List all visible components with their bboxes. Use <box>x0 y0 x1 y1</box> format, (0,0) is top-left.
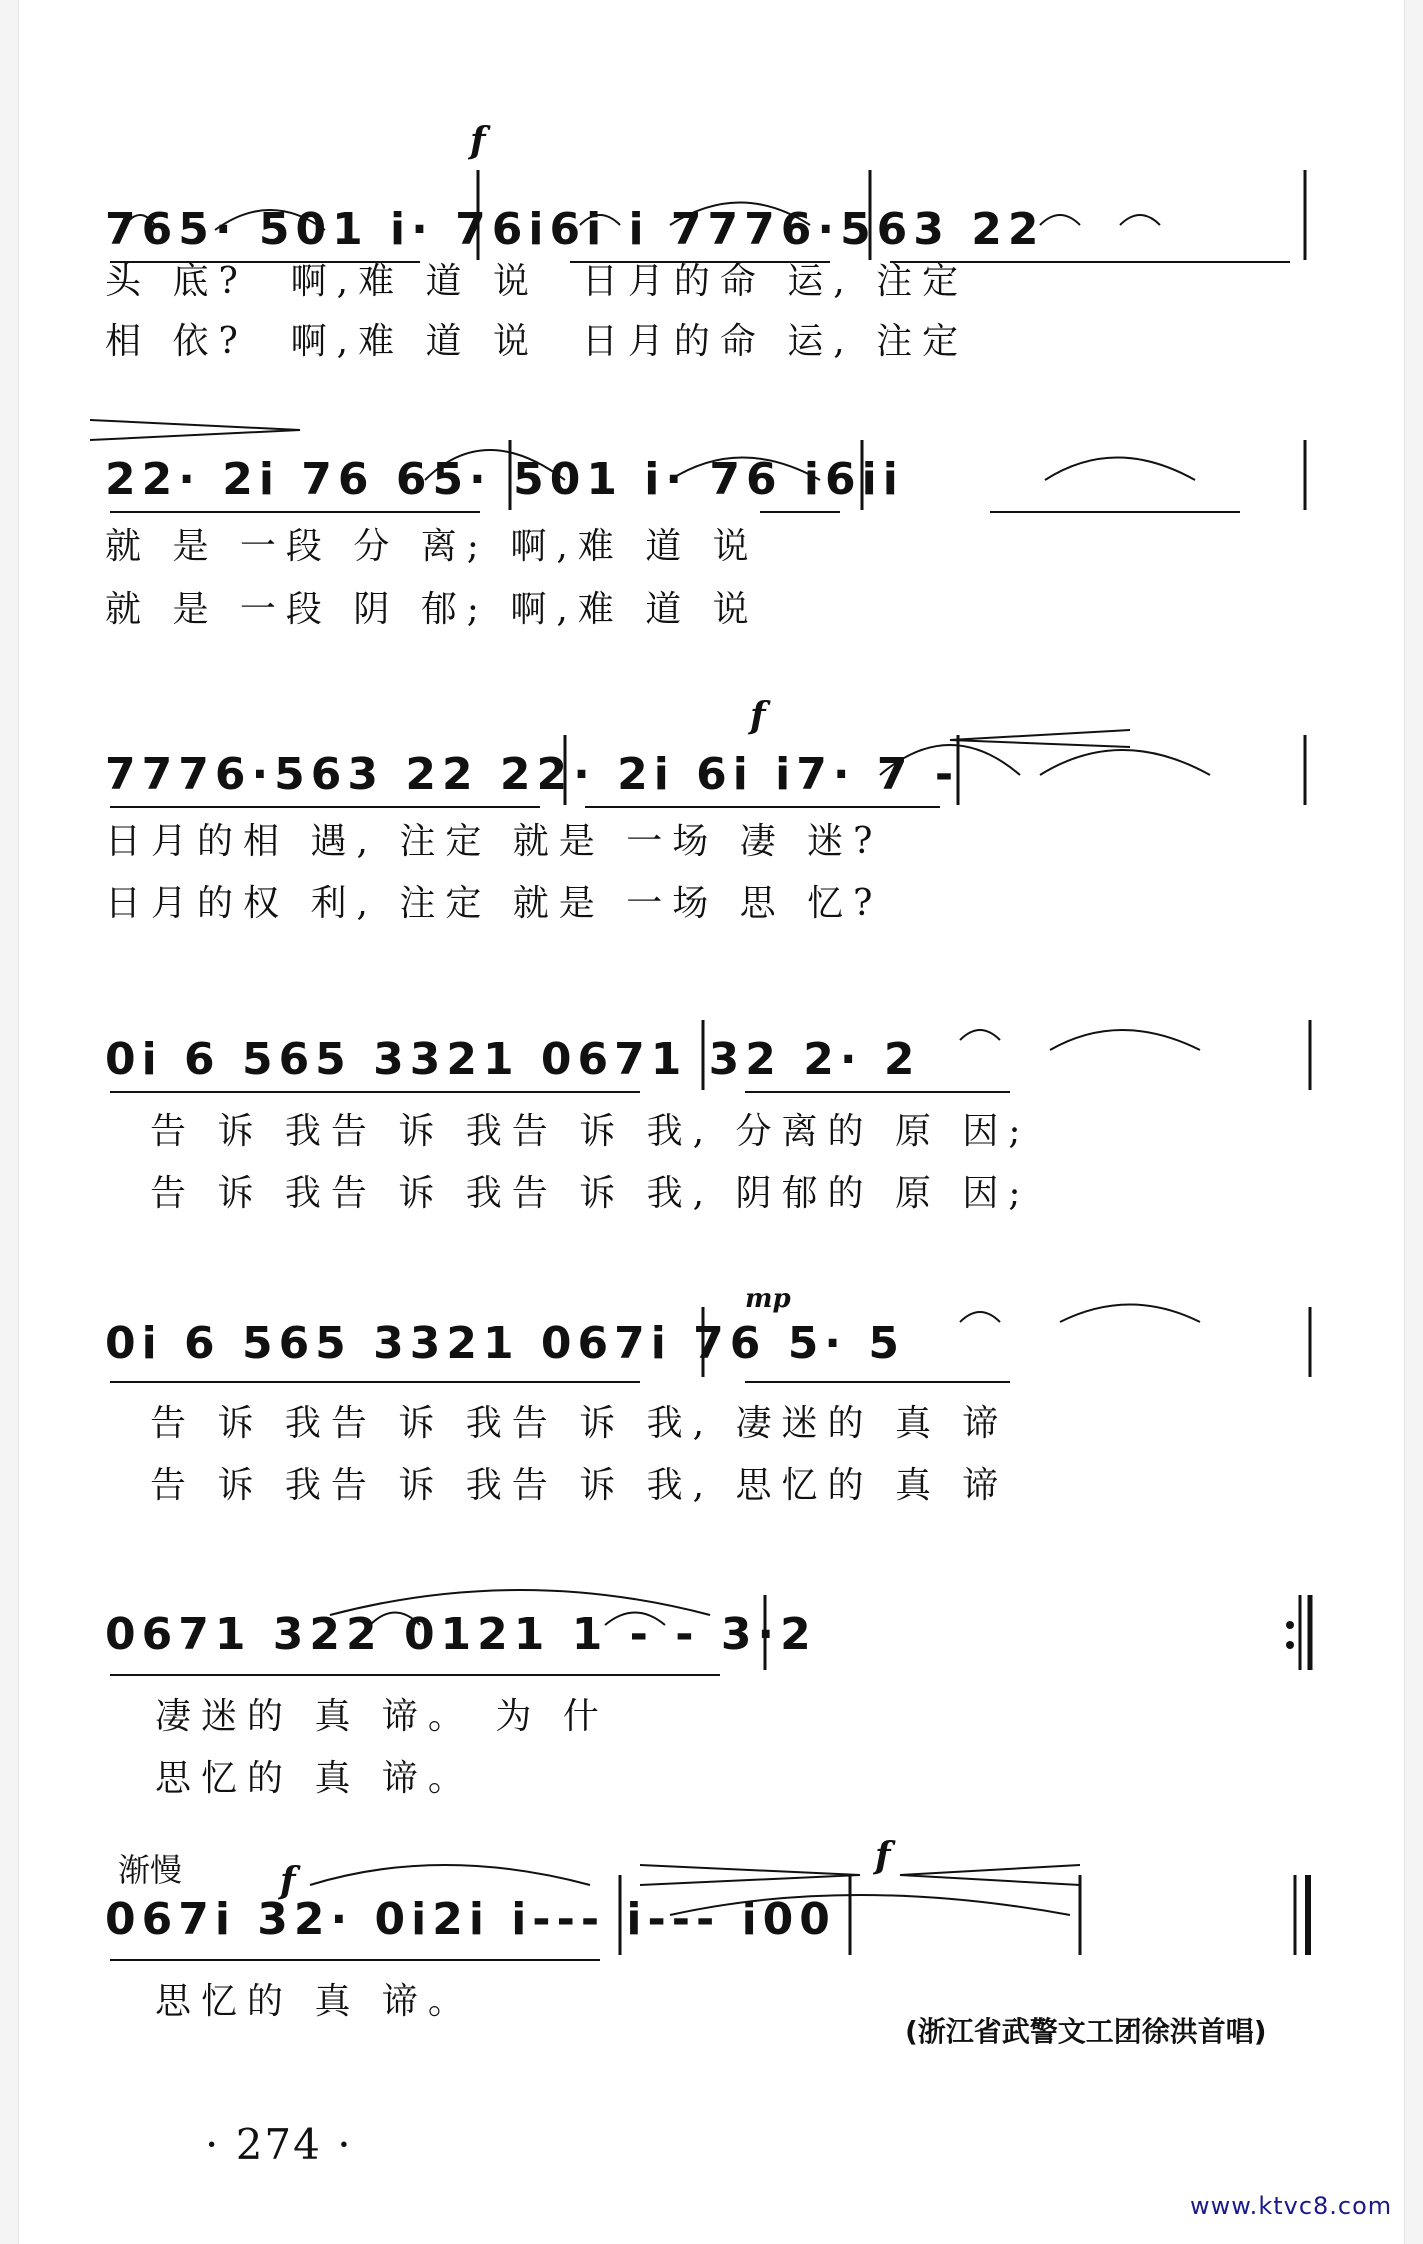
page-number: · 274 · <box>205 2120 353 2169</box>
lyric-verse-1: 告 诉 我告 诉 我告 诉 我, 凄迷的 真 谛 <box>150 1403 1009 1444</box>
dynamic-forte-mark: f <box>750 695 766 737</box>
dynamic-forte-mark: f <box>470 120 486 162</box>
dynamic-forte-mark: f <box>875 1835 891 1877</box>
lyric-verse-2: 思忆的 真 谛。 <box>155 1758 474 1799</box>
lyric-verse-1: 就 是 一段 分 离; 啊,难 道 说 <box>105 526 759 567</box>
jianpu-notes: 7776·563 22 22· 2i 6i i7· 7 - <box>105 749 960 800</box>
tempo-marking: 渐慢 <box>118 1851 183 1889</box>
jianpu-notes: 765· 501 i· 76i6i i 7776·563 22 <box>105 204 1045 255</box>
jianpu-notes: 22· 2i 76 65· 501 i· 76 i6ii <box>105 454 904 505</box>
lyric-verse-1: 头 底? 啊,难 道 说 日月的命 运, 注定 <box>105 261 969 302</box>
jianpu-notes: 0i 6 565 3321 067i 76 5· 5 <box>105 1318 905 1369</box>
jianpu-notes: 067i 32· 0i2i i--- i--- i00 <box>105 1894 836 1945</box>
lyric-verse-2: 日月的权 利, 注定 就是 一场 思 忆? <box>105 883 883 924</box>
lyric-verse-1: 告 诉 我告 诉 我告 诉 我, 分离的 原 因; <box>150 1111 1031 1152</box>
lyric-verse-2: 相 依? 啊,难 道 说 日月的命 运, 注定 <box>105 321 969 362</box>
lyric-verse-1: 日月的相 遇, 注定 就是 一场 凄 迷? <box>105 821 883 862</box>
lyric-verse-1: 凄迷的 真 谛。 为 什 <box>155 1696 609 1737</box>
performer-credit: (浙江省武警文工团徐洪首唱) <box>905 2015 1267 2048</box>
jianpu-notes: 0i 6 565 3321 0671 32 2· 2 <box>105 1034 921 1085</box>
lyric-verse-2: 告 诉 我告 诉 我告 诉 我, 思忆的 真 谛 <box>150 1465 1009 1506</box>
lyric-verse-2: 告 诉 我告 诉 我告 诉 我, 阴郁的 原 因; <box>150 1173 1031 1214</box>
jianpu-notes: 0671 322 0121 1 - - 3·2 <box>105 1609 817 1660</box>
site-watermark: www.ktvc8.com <box>1190 2192 1393 2220</box>
lyric-verse-2: 就 是 一段 阴 郁; 啊,难 道 说 <box>105 589 759 630</box>
lyric-verse-1: 思忆的 真 谛。 <box>155 1981 474 2022</box>
dynamic-mezzo-piano-mark: mp <box>745 1284 791 1314</box>
dynamic-forte-mark: f <box>280 1860 296 1902</box>
